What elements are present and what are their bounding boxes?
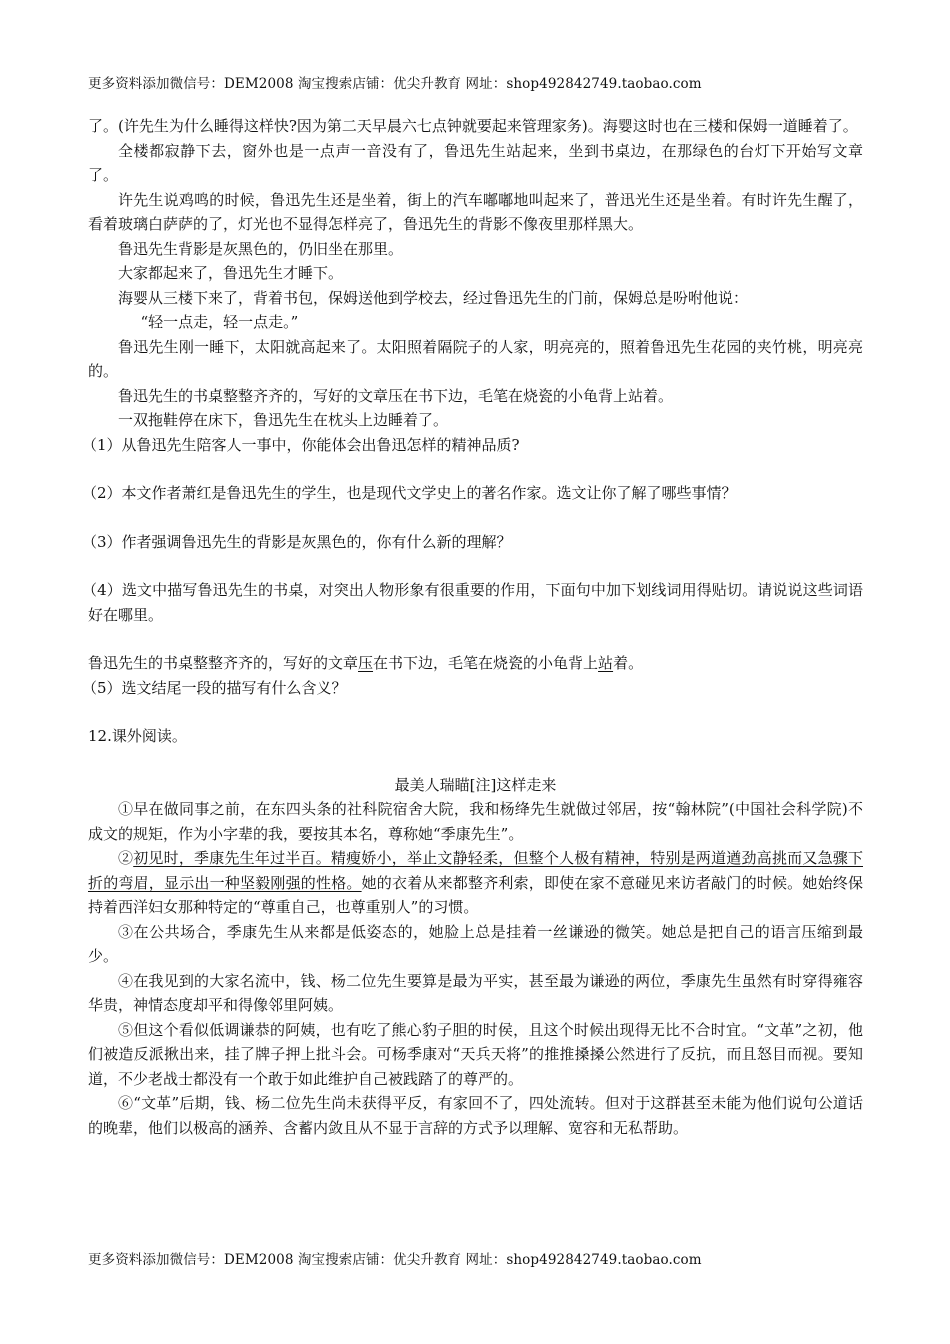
- underlined-word-zhan: 站: [598, 654, 614, 672]
- passage-paragraph: 了。(许先生为什么睡得这样快?因为第二天早晨六七点钟就要起来管理家务)。海婴这时也在三楼和保姆一道睡着了。: [88, 117, 858, 135]
- document-body: [82, 114, 863, 1140]
- passage-paragraph: 海婴从三楼下来了，背着书包，保姆送他到学校去，经过鲁迅先生的门前，保姆总是吩咐他说：: [118, 288, 749, 307]
- passage-paragraph: 大家都起来了，鲁迅先生才睡下。: [118, 264, 344, 282]
- passage-paragraph: 鲁迅先生背影是灰黑色的，仍旧坐在那里。: [118, 239, 404, 258]
- passage-paragraph: 全楼都寂静下去，窗外也是一点声一音没有了，鲁迅先生站起来，坐到书桌边，在那绿色的台灯下开始写文章了。: [88, 141, 863, 184]
- paragraph-number: ②: [118, 849, 134, 867]
- article-paragraph-4: ④在我见到的大家名流中，钱、杨二位先生要算是最为平实，甚至最为谦逊的两位，季康先生虽然有时穿得雍容华贵，神情态度却平和得像邻里阿姨。: [88, 971, 863, 1014]
- article-title: 最美人瑞瞄[注]这样走来: [394, 775, 557, 794]
- article-paragraph-5: ⑤但这个看似低调谦恭的阿姨，也有吃了熊心豹子胆的时侯，且这个时候出现得无比不合时宜。“文革”之初，他们被造反派揪出来，挂了牌子押上批斗会。可杨季康对“天兵天将”的推推搡搡公然进行了反抗，而且怒目而视。要知道，不少老战士都没有一个敢于如此维护自己被践踏了的尊严的。: [88, 1020, 863, 1088]
- passage-paragraph: 鲁迅先生刚一睡下，太阳就高起来了。太阳照着隔院子的人家，明亮亮的，照着鲁迅先生花园的夹竹桃，明亮亮的。: [88, 337, 863, 380]
- question-1: （1）从鲁迅先生陪客人一事中，你能体会出鲁迅怎样的精神品质?: [82, 435, 520, 454]
- passage-paragraph: 鲁迅先生的书桌整整齐齐的，写好的文章压在书下边，毛笔在烧瓷的小龟背上站着。: [118, 386, 674, 405]
- underlined-word-ya: 压: [358, 654, 374, 672]
- underlined-description: 初见时，季康先生年过半百。精瘦娇小，举止文静轻柔，但整个人极有精神，特别是两道遒劲高挑而又急骤下折的弯眉，显示出一种坚毅刚强的性格。: [88, 849, 863, 892]
- article-paragraph-3: ③在公共场合，季康先生从来都是低姿态的，她脸上总是挂着一丝谦逊的微笑。她总是把自己的语言压缩到最少。: [88, 922, 863, 965]
- question-4: （4）选文中描写鲁迅先生的书桌，对突出人物形象有很重要的作用，下面句中加下划线词用得贴切。请说说这些词语好在哪里。: [82, 581, 863, 624]
- page-footer: 更多资料添加微信号：DEM2008 淘宝搜索店铺：优尖升教育 网址：shop492842749.taobao.com: [88, 1252, 702, 1268]
- article-paragraph-1: ①早在做同事之前，在东四头条的社科院宿舍大院，我和杨绛先生就做过邻居，按“翰林院”(中国社会科学院)不成文的规矩，作为小字辈的我，要按其本名，尊称她“季康先生”。: [88, 800, 863, 843]
- question-4-sentence: [88, 651, 863, 676]
- question-5: （5）选文结尾一段的描写有什么含义？: [82, 678, 347, 697]
- passage-paragraph: 一双拖鞋停在床下，鲁迅先生在枕头上边睡着了。: [118, 411, 449, 429]
- article-paragraph-6: ⑥“文革”后期，钱、杨二位先生尚未获得平反，有家回不了，四处流转。但对于这群甚至未能为他们说句公道话的晚辈，他们以极高的涵养、含蓄内敛且从不显于言辞的方式予以理解、宽容和无私帮助。: [88, 1094, 863, 1137]
- passage-paragraph: 许先生说鸡鸣的时候，鲁迅先生还是坐着，街上的汽车嘟嘟地叫起来了，普迅光生还是坐着。有时许先生醒了，看着玻璃白萨萨的了，灯光也不显得怎样亮了，鲁迅先生的背影不像夜里那样黑大。: [88, 190, 863, 233]
- article-paragraph-2: [88, 846, 863, 920]
- page-header: 更多资料添加微信号：DEM2008 淘宝搜索店铺：优尖升教育 网址：shop492842749.taobao.com: [88, 76, 702, 92]
- question-2: （2）本文作者萧红是鲁迅先生的学生，也是现代文学史上的著名作家。选文让你了解了哪些事情？: [82, 484, 737, 502]
- passage-quote: “轻一点走，轻一点走。”: [140, 313, 299, 331]
- sentence-part: 在书下边，毛笔在烧瓷的小龟背上: [373, 654, 599, 672]
- sentence-part: 鲁迅先生的书桌整整齐齐的，写好的文章: [88, 654, 359, 672]
- sentence-part: 着。: [613, 654, 644, 672]
- question-3: （3）作者强调鲁迅先生的背影是灰黑色的，你有什么新的理解？: [82, 532, 512, 551]
- paragraph-rest: 她的衣着从来都整齐利索，即使在家不意碰见来访者敲门的时候。她始终保持着西洋妇女那种特定的“尊重自己，也尊重别人”的习惯。: [88, 873, 863, 916]
- section-12-heading: 12.课外阅读。: [88, 727, 187, 745]
